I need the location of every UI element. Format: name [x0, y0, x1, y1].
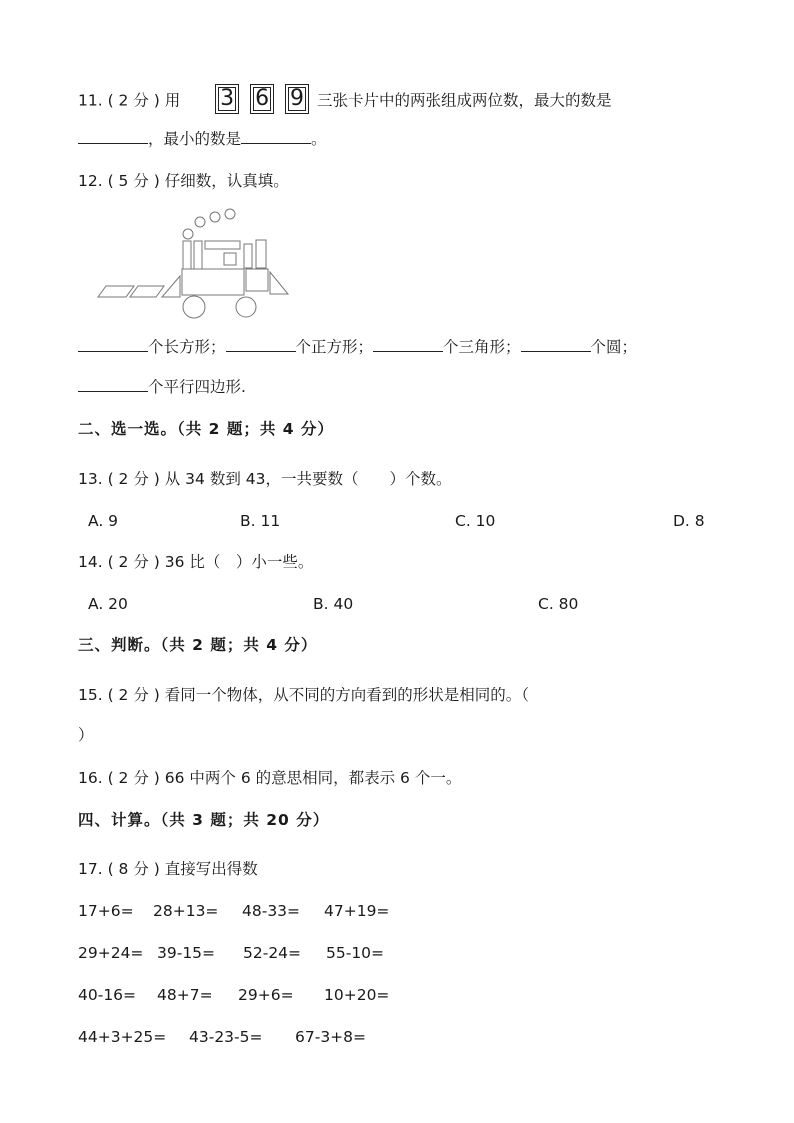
q15-close-paren: ） [78, 726, 94, 744]
answer-blank-min[interactable] [241, 129, 311, 144]
q13-option-a[interactable]: A. 9 [88, 512, 119, 530]
q11-prefix: 11. ( 2 分 ) 用 [78, 91, 181, 110]
parallelogram-1 [98, 286, 134, 297]
calc-item: 55-10= [326, 944, 385, 962]
wheel-2 [236, 297, 256, 317]
calc-item: 29+6= [238, 986, 294, 1004]
answer-blank-parallelograms[interactable] [78, 377, 148, 392]
rect-cab-top [205, 241, 240, 249]
smoke-circle-2 [195, 217, 205, 227]
number-card-2: 6 [250, 84, 274, 114]
answer-blank-circles[interactable] [521, 337, 591, 352]
answer-blank-rectangles[interactable] [78, 337, 148, 352]
q11-line2 [78, 128, 327, 150]
calc-item: 48-33= [242, 902, 301, 920]
label-triangles: 个三角形； [443, 338, 521, 356]
q14-option-a[interactable]: A. 20 [88, 595, 128, 613]
answer-blank-squares[interactable] [226, 337, 296, 352]
square-window [224, 253, 236, 265]
smoke-circle-3 [210, 212, 220, 222]
number-card-3: 9 [285, 84, 309, 114]
q12-answer-line2 [78, 376, 246, 398]
triangle-back [270, 272, 288, 294]
calc-item: 43-23-5= [189, 1028, 263, 1046]
number-card-1: 3 [215, 84, 239, 114]
rect-body [182, 269, 244, 295]
calc-item: 28+13= [153, 902, 219, 920]
q16-text: 16. ( 2 分 ) 66 中两个 6 的意思相同，都表示 6 个一。 [78, 769, 462, 787]
q14-option-b[interactable]: B. 40 [313, 595, 354, 613]
rect-chimney-2 [194, 241, 202, 269]
triangle-front [162, 276, 180, 297]
q17-title: 17. ( 8 分 ) 直接写出得数 [78, 860, 258, 878]
q11-end: 。 [311, 130, 327, 148]
section-heading-4: 四、计算。（共 3 题；共 20 分） [78, 811, 330, 829]
square-body [246, 269, 268, 291]
calc-item: 17+6= [78, 902, 134, 920]
parallelogram-2 [130, 286, 164, 297]
calc-item: 67-3+8= [295, 1028, 367, 1046]
smoke-circle-1 [183, 229, 193, 239]
q13-option-d[interactable]: D. 8 [673, 512, 705, 530]
rect-chimney-1 [183, 241, 191, 269]
section-heading-3: 三、判断。（共 2 题；共 4 分） [78, 636, 318, 654]
section-heading-2: 二、选一选。（共 2 题；共 4 分） [78, 420, 334, 438]
answer-blank-triangles[interactable] [373, 337, 443, 352]
calc-item: 40-16= [78, 986, 137, 1004]
q11-suffix: 三张卡片中的两张组成两位数，最大的数是 [316, 91, 612, 110]
label-squares: 个正方形； [295, 338, 374, 356]
q12-title: 12. ( 5 分 ) 仔细数，认真填。 [78, 172, 289, 190]
wheel-1 [183, 296, 205, 318]
calc-item: 39-15= [157, 944, 216, 962]
q14-text: 14. ( 2 分 ) 36 比（ ）小一些。 [78, 553, 314, 571]
q15-text: 15. ( 2 分 ) 看同一个物体，从不同的方向看到的形状是相同的。（ [78, 686, 529, 704]
q14-option-c[interactable]: C. 80 [538, 595, 579, 613]
label-rectangles: 个长方形； [148, 338, 226, 356]
label-circles: 个圆； [590, 338, 638, 356]
rect-chimney-3 [256, 240, 266, 268]
rect-chimney-4 [244, 244, 252, 268]
calc-item: 10+20= [324, 986, 390, 1004]
q12-answer-line1 [78, 336, 637, 358]
q13-option-c[interactable]: C. 10 [455, 512, 496, 530]
q11-line1 [78, 86, 611, 116]
calc-item: 52-24= [243, 944, 302, 962]
calc-item: 29+24= [78, 944, 144, 962]
answer-blank-max[interactable] [78, 129, 148, 144]
smoke-circle-4 [225, 209, 235, 219]
calc-item: 47+19= [324, 902, 390, 920]
label-parallelograms: 个平行四边形. [148, 378, 246, 396]
q13-text: 13. ( 2 分 ) 从 34 数到 43，一共要数（ ）个数。 [78, 470, 452, 488]
calc-item: 44+3+25= [78, 1028, 167, 1046]
q11-mid: ，最小的数是 [148, 130, 242, 148]
q13-option-b[interactable]: B. 11 [240, 512, 281, 530]
calc-item: 48+7= [157, 986, 213, 1004]
train-shapes-figure [94, 206, 294, 322]
